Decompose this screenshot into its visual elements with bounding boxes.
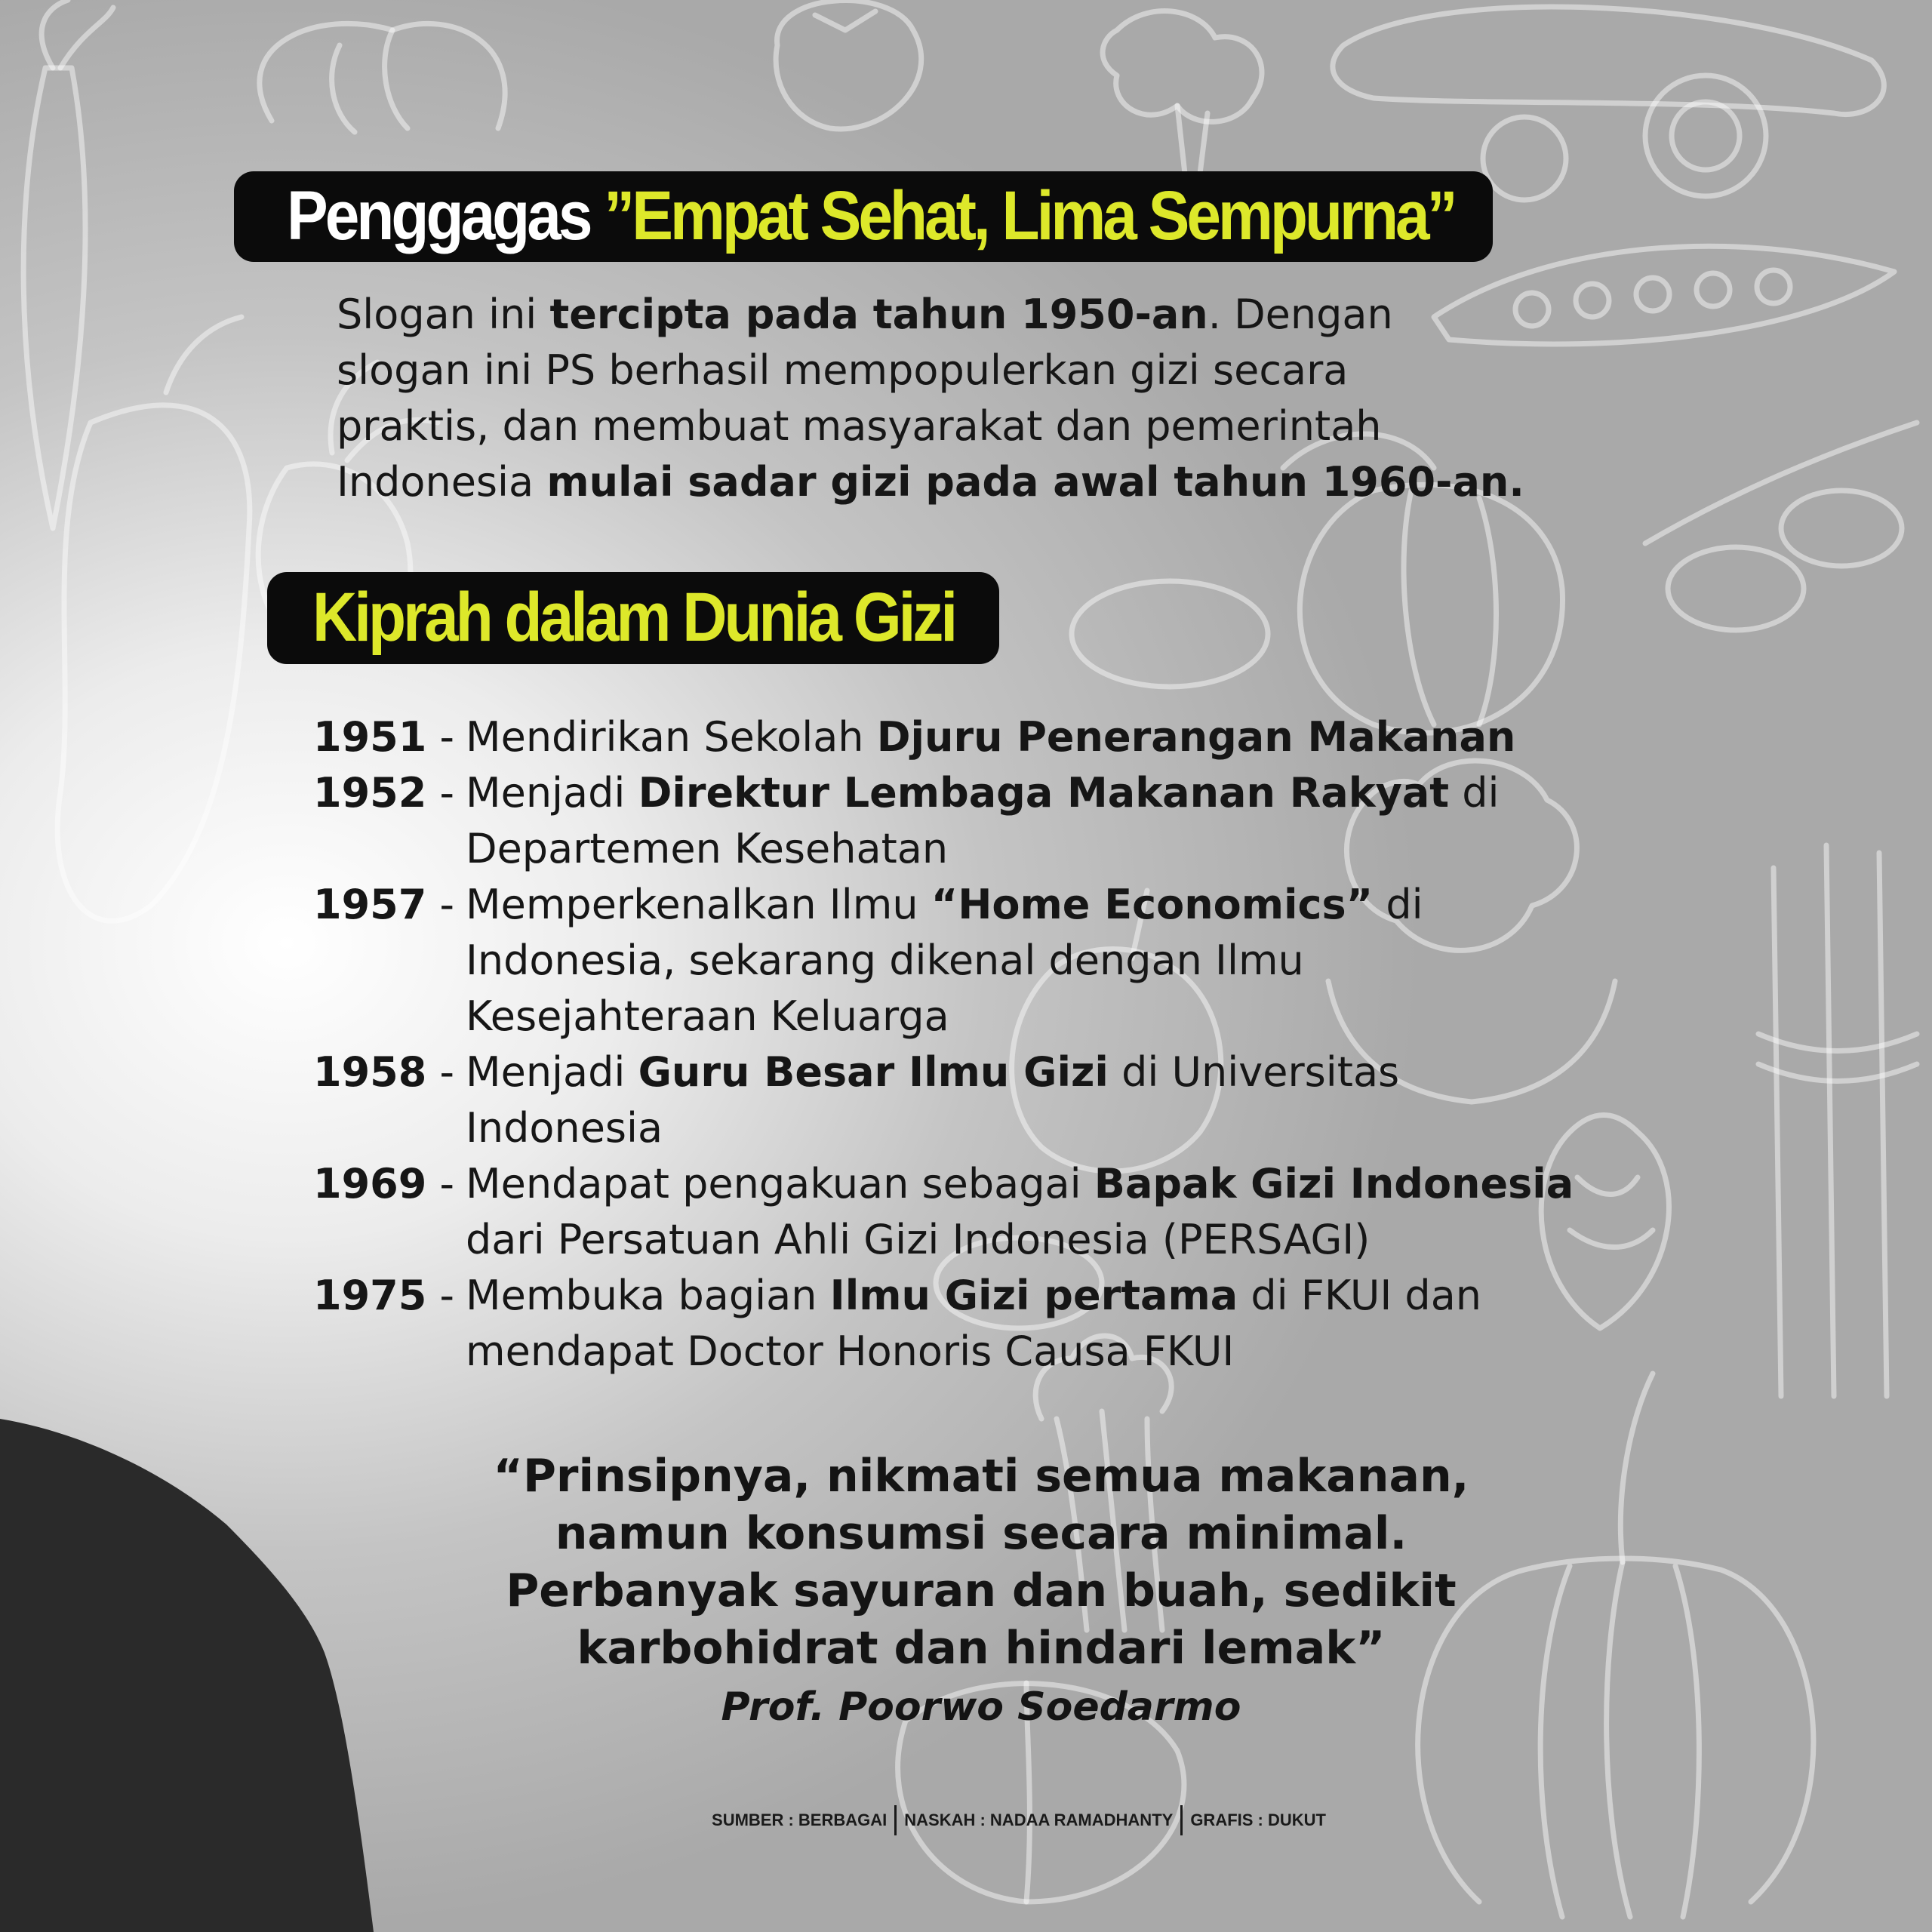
timeline-description: Mendapat pengakuan sebagai Bapak Gizi Indonesia dari Persatuan Ahli Gizi Indonesia (PERSAGI) <box>466 1160 1574 1263</box>
quote-line: Perbanyak sayuran dan buah, sedikit <box>506 1564 1457 1617</box>
quote-block <box>377 1447 1585 1677</box>
section-title: Kiprah dalam Dunia Gizi <box>312 579 955 657</box>
credit-divider <box>894 1805 897 1835</box>
intro-line: praktis, dan membuat masyarakat dan pemerintah <box>337 402 1382 450</box>
credit-graphics: GRAFIS : DUKUT <box>1190 1810 1326 1829</box>
intro-text: Slogan ini <box>337 291 550 338</box>
timeline-year: 1952 - <box>313 769 454 817</box>
intro-text: . Dengan <box>1208 291 1393 338</box>
timeline-description: Membuka bagian Ilmu Gizi pertama di FKUI dan mendapat Doctor Honoris Causa FKUI <box>466 1272 1482 1375</box>
header-bar-career <box>267 572 999 664</box>
timeline-item-1952 <box>313 765 1747 877</box>
credit-writer: NASKAH : NADAA RAMADHANTY <box>904 1810 1174 1829</box>
intro-text: Indonesia <box>337 458 547 506</box>
timeline-year: 1975 - <box>313 1272 454 1319</box>
quote-line: karbohidrat dan hindari lemak” <box>577 1622 1386 1675</box>
timeline-description: Memperkenalkan Ilmu “Home Economics” di Indonesia, sekarang dikenal dengan Ilmu Kesejahteraan Keluarga <box>466 881 1423 1040</box>
header-title-prefix: Penggagas <box>287 177 605 255</box>
intro-bold: tercipta pada tahun 1950-an <box>549 291 1208 338</box>
timeline-item-1951 <box>313 709 1747 765</box>
timeline-item-1975 <box>313 1268 1747 1380</box>
timeline-year: 1951 - <box>313 713 454 761</box>
timeline-description: Menjadi Guru Besar Ilmu Gizi di Universitas Indonesia <box>466 1048 1400 1152</box>
timeline-item-1958 <box>313 1044 1747 1156</box>
timeline-description: Menjadi Direktur Lembaga Makanan Rakyat di Departemen Kesehatan <box>466 769 1500 872</box>
quote-line: namun konsumsi secara minimal. <box>555 1507 1407 1560</box>
quote-author: Prof. Poorwo Soedarmo <box>721 1684 1241 1730</box>
timeline-item-1969 <box>313 1156 1747 1268</box>
timeline-description: Mendirikan Sekolah Djuru Penerangan Makanan <box>466 713 1516 761</box>
quote-line: “Prinsipnya, nikmati semua makanan, <box>493 1450 1469 1503</box>
header-bar-slogan <box>234 171 1493 262</box>
credits-line <box>679 1805 1358 1835</box>
intro-line <box>337 454 1620 510</box>
credit-source: SUMBER : BERBAGAI <box>712 1810 888 1829</box>
intro-line: slogan ini PS berhasil mempopulerkan gizi secara <box>337 346 1349 394</box>
credit-divider <box>1180 1805 1183 1835</box>
header-title-highlight: ”Empat Sehat, Lima Sempurna” <box>604 177 1455 255</box>
career-timeline <box>313 709 1747 1380</box>
timeline-year: 1957 - <box>313 881 454 928</box>
header-title <box>287 177 1455 256</box>
timeline-year: 1958 - <box>313 1048 454 1096</box>
intro-line <box>337 287 1620 343</box>
timeline-year: 1969 - <box>313 1160 454 1208</box>
timeline-item-1957 <box>313 877 1747 1044</box>
intro-paragraph <box>337 287 1620 510</box>
intro-bold: mulai sadar gizi pada awal tahun 1960-an. <box>546 458 1524 506</box>
